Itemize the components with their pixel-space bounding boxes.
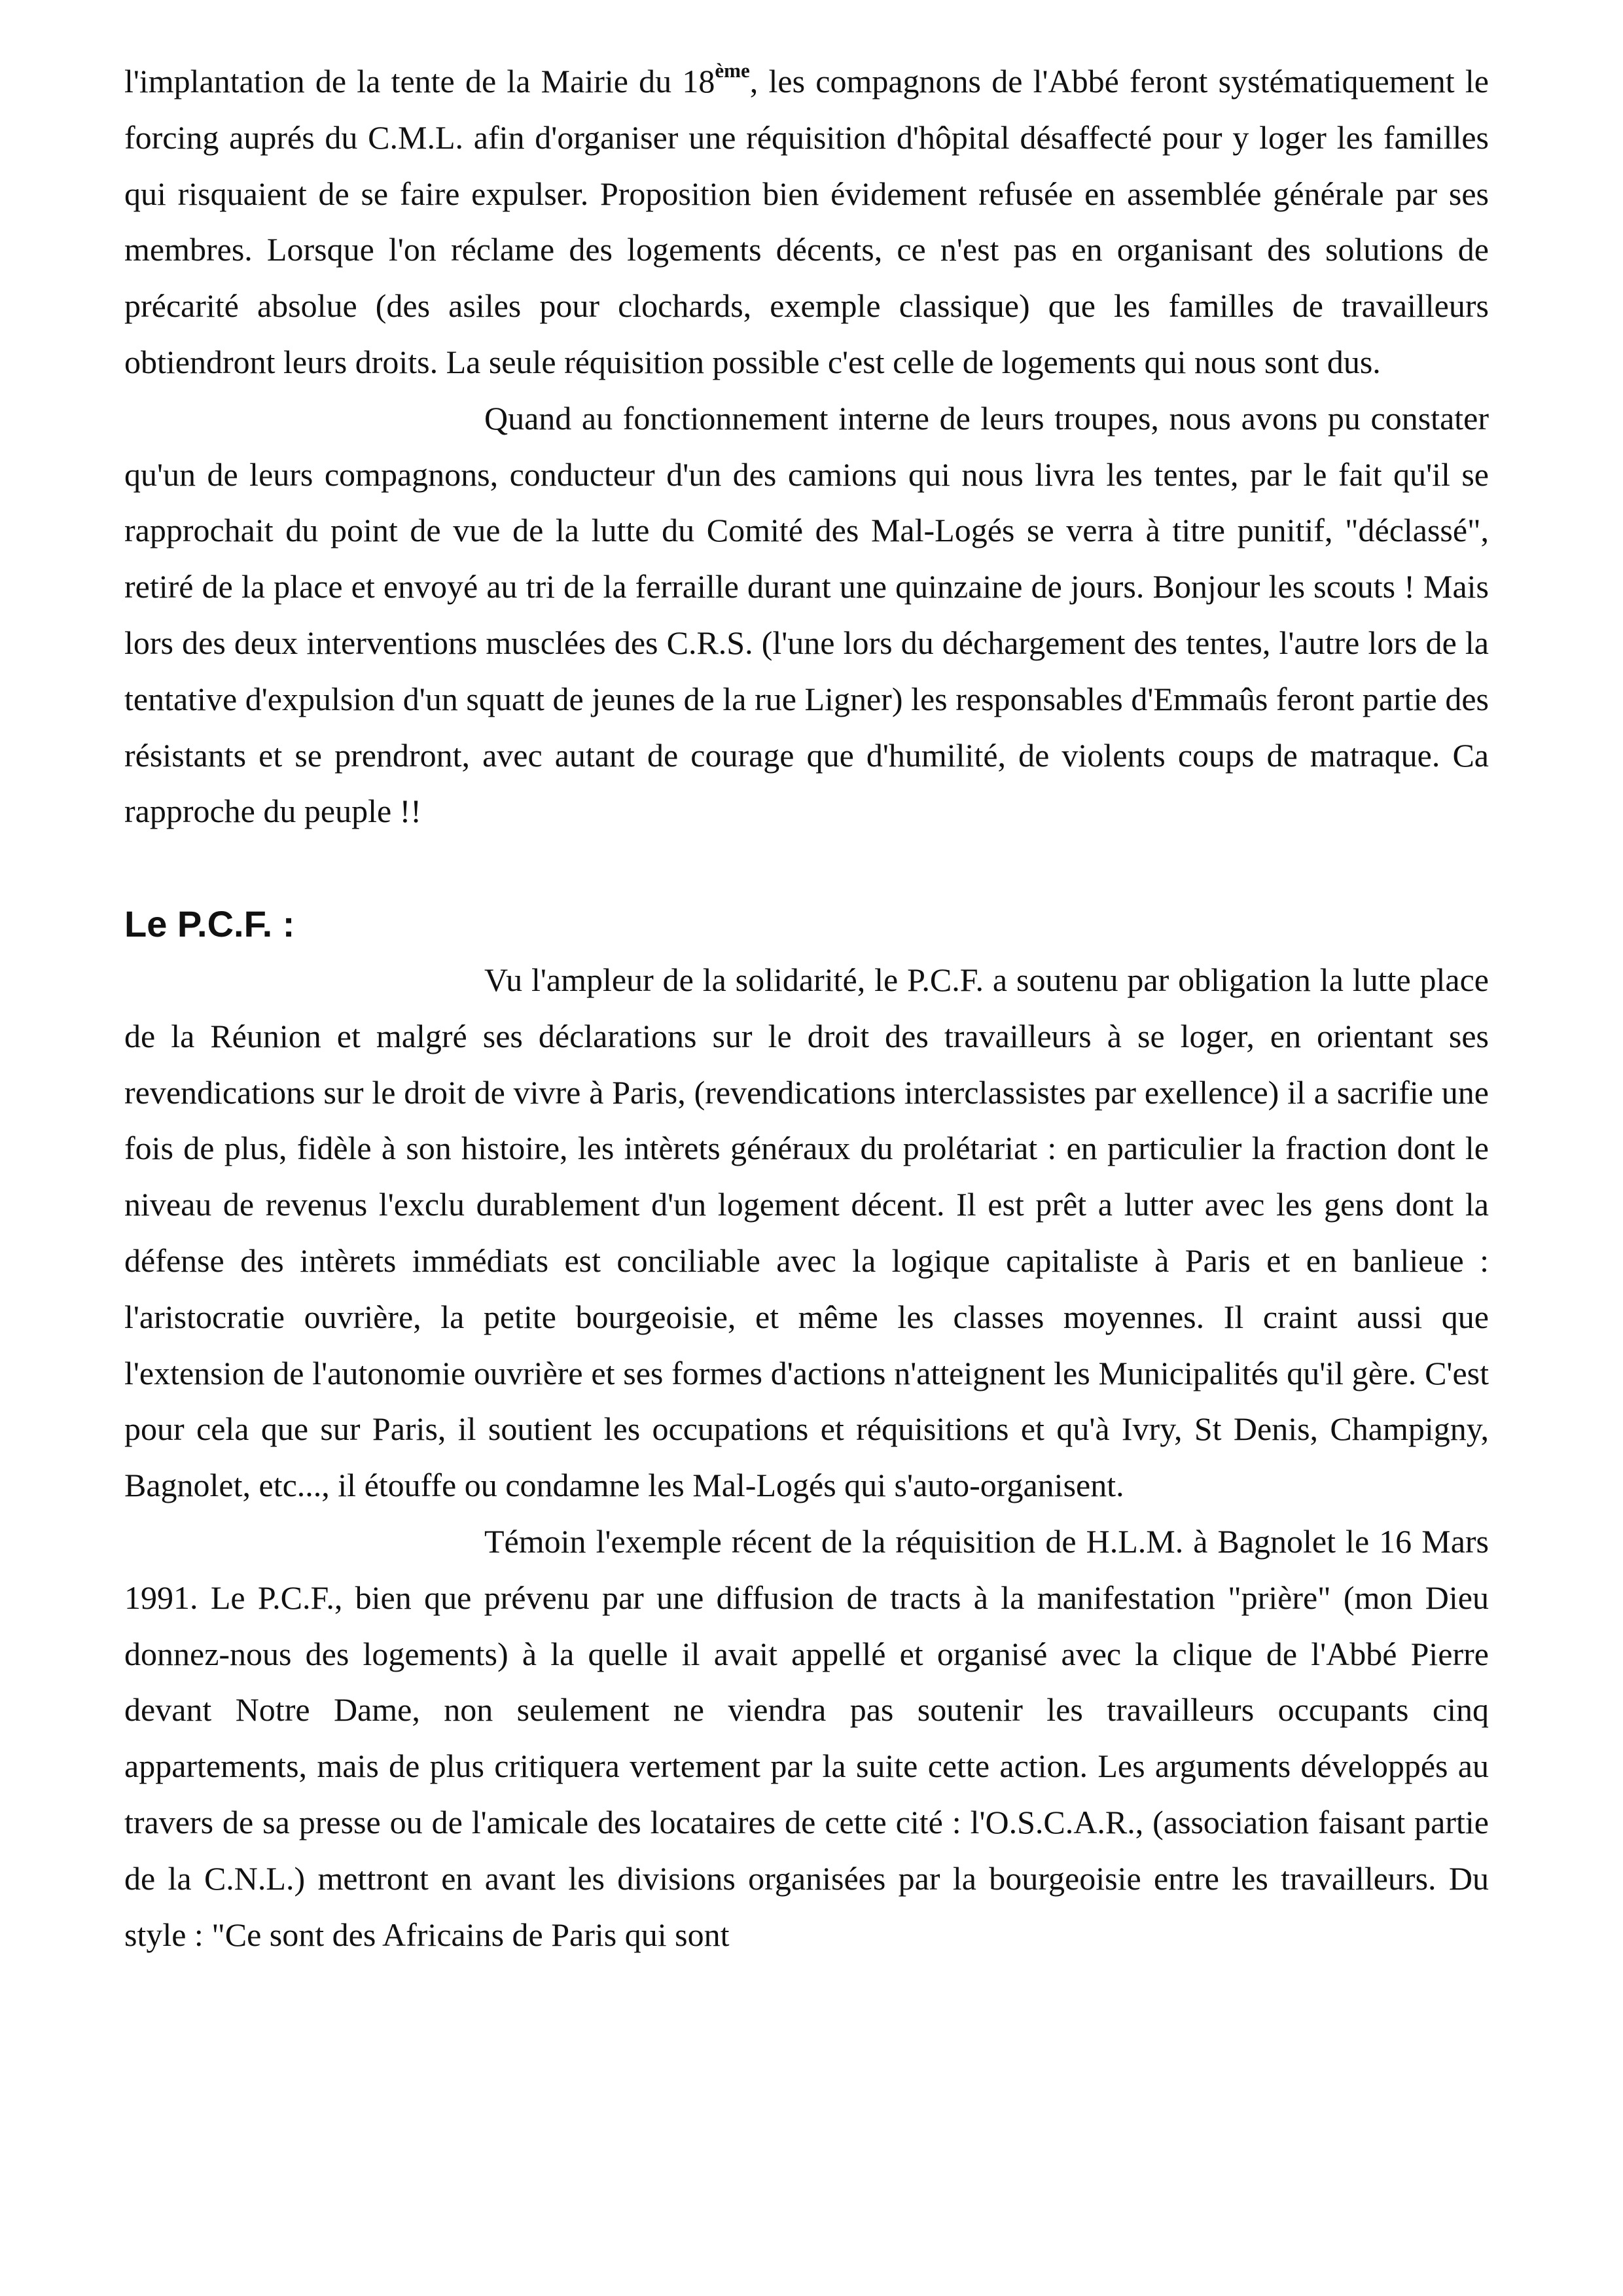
paragraph-abbe-tent — [124, 54, 1489, 391]
paragraph-abbe-tent-rest: , les compagnons de l'Abbé feront systématiquement le forcing auprés du C.M.L. afin d'organiser une réquisition d'hôpital désaffecté pour y loger les familles qui risquaient de se faire expulser. Proposition bien évidement refusée en assemblée générale par ses membres. Lorsque l'on réclame des logements décents, ce n'est pas en organisant des solutions de précarité absolue (des asiles pour clochards, exemple classique) que les familles de travailleurs obtiendront leurs droits. La seule réquisition possible c'est celle de logements qui nous sont dus. — [124, 63, 1489, 380]
ordinal-suffix: ème — [715, 58, 750, 82]
paragraph-bagnolet-example: Témoin l'exemple récent de la réquisition de H.L.M. à Bagnolet le 16 Mars 1991. Le P.C.F., bien que prévenu par une diffusion de tracts à la manifestation "prière" (mon Dieu donnez-nous des logements) à la quelle il avait appellé et organisé avec la clique de l'Abbé Pierre devant Notre Dame, non seulement ne viendra pas soutenir les travailleurs occupants cinq appartements, mais de plus critiquera vertement par la suite cette action. Les arguments développés au travers de sa presse ou de l'amicale des locataires de cette cité : l'O.S.C.A.R., (association faisant partie de la C.N.L.) mettront en avant les divisions organisées par la bourgeoisie entre les travailleurs. Du style : "Ce sont des Africains de Paris qui sont — [124, 1522, 1489, 1953]
paragraph-internal-functioning: Quand au fonctionnement interne de leurs troupes, nous avons pu constater qu'un de leurs compagnons, conducteur d'un des camions qui nous livra les tentes, par le fait qu'il se rapprochait du point de vue de la lutte du Comité des Mal-Logés se verra à titre punitif, "déclassé", retiré de la place et envoyé au tri de la ferraille durant une quinzaine de jours. Bonjour les scouts ! Mais lors des deux interventions musclées des C.R.S. (l'une lors du déchargement des tentes, l'autre lors de la tentative d'expulsion d'un squatt de jeunes de la rue Ligner) les responsables d'Emmaûs feront partie des résistants et se prendront, avec autant de courage que d'humilité, de violents coups de matraque. Ca rapproche du peuple !! — [124, 399, 1489, 830]
paragraph-abbe-tent-start: l'implantation de la tente de la Mairie du 18 — [124, 63, 715, 99]
section-heading-pcf: Le P.C.F. : — [124, 903, 295, 945]
document-page — [124, 54, 1489, 1963]
paragraph-pcf-solidarity: Vu l'ampleur de la solidarité, le P.C.F. a soutenu par obligation la lutte place de la Réunion et malgré ses déclarations sur le droit des travailleurs à se loger, en orientant ses revendications sur le droit de vivre à Paris, (revendications interclassistes par exellence) il a sacrifie une fois de plus, fidèle à son histoire, les intèrets généraux du prolétariat : en particulier la fraction dont le niveau de revenus l'exclu durablement d'un logement décent. Il est prêt a lutter avec les gens dont la défense des intèrets immédiats est conciliable avec la logique capitaliste à Paris et en banlieue : l'aristocratie ouvrière, la petite bourgeoisie, et même les classes moyennes. Il craint aussi que l'extension de l'autonomie ouvrière et ses formes d'actions n'atteignent les Municipalités qu'il gère. C'est pour cela que sur Paris, il soutient les occupations et réquisitions et qu'à Ivry, St Denis, Champigny, Bagnolet, etc..., il étouffe ou condamne les Mal-Logés qui s'auto-organisent. — [124, 961, 1489, 1504]
